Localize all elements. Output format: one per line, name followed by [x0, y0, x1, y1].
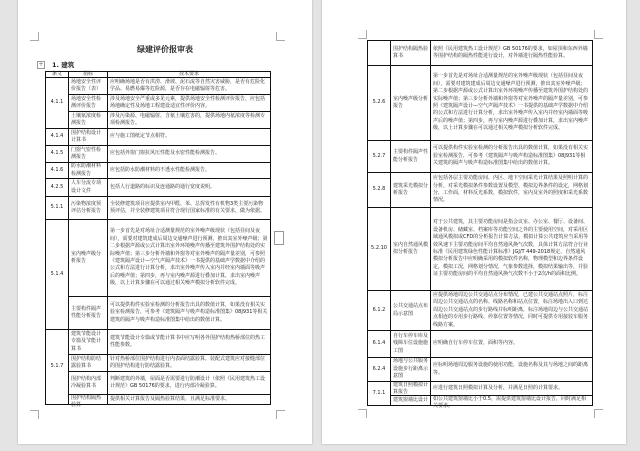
indicator-name: 围护结构隔热验算书	[393, 45, 429, 59]
clause-number: 5.2.7	[368, 141, 391, 173]
table-row	[368, 208, 593, 291]
table-row	[46, 129, 271, 146]
header-indicator: 指标	[69, 72, 108, 78]
indicator-name: 公共交通站点布局示意图	[393, 303, 429, 317]
corner-mark	[30, 410, 39, 419]
technical-requirement-cell	[108, 112, 271, 129]
corner-mark	[594, 30, 603, 39]
indicator-name-cell	[391, 331, 431, 358]
indicator-name-cell	[391, 141, 431, 173]
document-title: 绿建评价报审表	[137, 45, 193, 54]
indicator-name-cell	[69, 395, 108, 409]
indicator-name: 场地与公共服务设施步行距离示意图	[393, 358, 429, 380]
clause-number: 5.1.1	[46, 197, 69, 220]
requirements-table-right	[367, 40, 593, 410]
technical-requirement: 可以提供构件实验室检测的分析报告出具的数值计算，如果没有相关实验室检测报告，可参考《建筑隔声与吸声构造标准图集》08J931等相关建筑的隔声与吸声构造标准图集中给出的数值计算。	[433, 145, 589, 167]
clause-number: 6.1.2	[368, 291, 391, 331]
technical-requirement-cell	[108, 179, 271, 197]
technical-requirement-cell	[108, 129, 271, 146]
indicator-name-cell	[391, 208, 431, 291]
clause-number: 4.1.5	[46, 146, 69, 163]
indicator-name: 建筑窗墙比设计	[393, 396, 429, 403]
technical-requirement-cell	[431, 331, 593, 358]
indicator-name: 围护结构隔热验算	[71, 395, 102, 409]
technical-requirement: 第一步首先是对场址合适测量规范的室外噪声级现状（包括昼间及夜间），需要对建筑建成后周边交通噪声进行预测，推出其室外噪声级；第二步根据声源或公式计算出室外环境噪声传播至建筑外围护结构处的实际噪声值；第三步分析外墙和外窗等对室外噪声的隔声量差别，可参照《建筑隔声设计—空气声隔声技术》一书提供的基础声学数据中介绍的公式和方法进行计算分析，求出室外噪声传入室内并经室内墙面等吸声后的噪声值；第四步，再与室内噪声源进行叠加计算，求出室内噪声级，以上计算步骤在可以通过相关噪声模拟分析软件完成。	[433, 73, 589, 132]
technical-requirement-cell	[431, 358, 593, 382]
indicator-name-cell	[69, 179, 108, 197]
clause-number: 4.2.5	[46, 179, 69, 197]
technical-requirement-cell	[108, 330, 271, 355]
indicator-name: 场地安全性检测评价报告	[71, 95, 102, 109]
technical-requirement: 建筑节能设计专篇或节能计算书中应写明各外围护结构热桥部位的热工性能参数。	[110, 334, 266, 348]
indicator-name-cell	[69, 355, 108, 372]
table-row	[46, 163, 271, 179]
technical-requirement: 全装修建筑项目应提供室内甲醛、苯、总挥发性有机物3类主要污染物预评估，并全装修建筑项目符合现行国家标准的有关要求，做为依据。	[110, 200, 266, 214]
technical-requirement-cell	[431, 41, 593, 66]
table-row	[368, 358, 593, 382]
technical-requirement: 涉及污染源、电磁辐射、含氡土壤危害的，提供场地内氡浓度等检测专项检测报告。	[110, 112, 266, 126]
indicator-name: 建筑采光模拟分析报告	[393, 182, 429, 196]
indicator-name: 围护结构内部冷凝验算书	[71, 375, 102, 389]
corner-mark	[358, 30, 367, 39]
indicator-name-cell	[69, 297, 108, 330]
corner-mark	[594, 409, 603, 418]
indicator-name-cell	[391, 66, 431, 141]
table-row	[368, 66, 593, 141]
indicator-name-cell	[391, 358, 431, 382]
header-requirement: 技术要求	[108, 72, 271, 78]
table-row	[46, 78, 271, 95]
indicator-name: 主要构件隔声性能分析报告	[71, 305, 102, 319]
indicator-name-cell	[391, 173, 431, 208]
indicator-name-cell	[69, 129, 108, 146]
table-row	[46, 220, 271, 297]
indicator-name: 围护结构设计计算书	[71, 129, 102, 143]
table-move-handle-icon[interactable]: +	[38, 61, 44, 68]
clause-number: 5.1.4	[46, 220, 69, 330]
technical-requirement-cell	[108, 297, 271, 330]
clause-number: 5.2.8	[368, 173, 391, 208]
technical-requirement-cell	[431, 396, 593, 410]
technical-requirement: 针对热桥部位围护结构进行内表面结露验算，装配式建筑应对接缝部位的围护结构进行防结露验算。	[110, 355, 266, 369]
table-row	[46, 146, 271, 163]
indicator-name-cell	[391, 396, 431, 406]
table-row	[368, 396, 593, 406]
document-page-right	[322, 0, 626, 444]
indicator-name: 建筑日照模拟计算报告	[393, 382, 429, 396]
technical-requirement-cell	[108, 372, 271, 395]
technical-requirement-cell	[431, 66, 593, 141]
indicator-name: 场地安全性评价报告（表）	[71, 78, 102, 92]
indicator-name: 室内噪声级分析报告	[393, 95, 429, 109]
technical-requirement-cell	[108, 146, 271, 163]
technical-requirement-cell	[108, 163, 271, 179]
indicator-name: 室内自然通风模拟分析报告	[393, 241, 429, 255]
indicator-name: 自行车停车库及残障车位设施施工图	[393, 332, 429, 354]
technical-requirement-cell	[108, 95, 271, 112]
technical-requirement-cell	[108, 197, 271, 220]
requirements-table-left	[45, 71, 271, 409]
technical-requirement: 应包括防水防潮材料的不透水性能检测报告。	[110, 166, 211, 173]
indicator-name-cell	[69, 197, 108, 220]
indicator-name: 建筑节能设计专篇及节能计算书	[71, 330, 102, 352]
clause-number: 6.2.4	[368, 358, 391, 382]
indicator-name-cell	[69, 220, 108, 297]
table-row	[368, 41, 593, 66]
indicator-name: 土壤氡浓度检测报告	[71, 112, 102, 126]
technical-requirement: 第一步首先是对场址合适测量规范的室外噪声级现状（包括昼间及夜间），需要对建筑建成后周边交通噪声进行预测，推出其室外噪声级；第二步根据声源或公式计算出室外环境噪声传播至建筑外围护结构处的实际噪声值；第三步分析外墙和外窗等对室外噪声的隔声量差别，可参照《建筑隔声设计—空气声隔声技术》一书提供的基础声学数据中介绍的公式和方法进行计算分析，求出室外噪声传入室内并经室内墙面等吸声后的噪声值；第四步，再与室内噪声源进行叠加计算，求出室内噪声级，以上计算步骤在可以通过相关噪声模拟分析软件完成。	[110, 228, 268, 287]
table-row	[46, 95, 271, 112]
clause-number: 4.1.6	[46, 163, 69, 179]
technical-requirement: 应包括外窗门窗抗风压性能及水密性能检测报告。	[110, 150, 221, 157]
technical-requirement: 涉及场地安全严重或多见元素，提供场地安全性检测评价报告，应包括场地确定性及场地工程建设适宜性评价内容。	[110, 95, 266, 109]
comment-marker-icon[interactable]	[274, 231, 284, 245]
technical-requirement: 提供相关计算报告及隔热验算结果，且满足标准要求。	[110, 395, 231, 402]
clause-number	[368, 41, 391, 66]
table-row	[368, 141, 593, 173]
indicator-name: 门窗气密性检测报告	[71, 146, 102, 160]
indicator-name: 室内噪声级分析报告	[71, 250, 102, 264]
technical-requirement: 应明确场地是否有洪涝、滑坡、泥石流等自然灾害威胁，是否有危险化学品、易燃易爆等危险源，是否存在电磁辐射等危害。	[110, 78, 266, 92]
technical-requirement: 应标明场地周边服务设施的使用功能，设施名称及其与场地之间的距离等。	[433, 362, 589, 376]
technical-requirement-cell	[431, 208, 593, 291]
table-row	[368, 382, 593, 396]
table-row	[46, 297, 271, 330]
technical-requirement: 判断建筑的外墙，屋面是否需要进行防潮设计（依照《民用建筑热工设计规范》GB 50176的要求，进行内部冷凝验算。	[110, 375, 266, 389]
indicator-name: 人车分流专项设计文件	[71, 180, 102, 194]
table-row	[368, 331, 593, 358]
header-clause: 条文	[46, 72, 69, 78]
indicator-name: 污染物浓度预评估分析报告	[71, 200, 102, 214]
technical-requirement: 应与施工图纸定节点相符。	[110, 133, 171, 140]
clause-number: 6.1.4	[368, 331, 391, 358]
indicator-name-cell	[69, 163, 108, 179]
indicator-name-cell	[69, 146, 108, 163]
table-row	[46, 112, 271, 129]
clause-number: 4.1.4	[46, 129, 69, 146]
technical-requirement: 包括人行道路的标识及连通路的通行宽度说明。	[110, 183, 216, 190]
indicator-name-cell	[391, 41, 431, 66]
table-row	[46, 179, 271, 197]
corner-mark	[358, 409, 367, 418]
technical-requirement: 应提供场地周边公共交通站点分布情况，已建公共交通站点照片，标注周边公共交通站点的名称、线路名称和站点位置，标注场地出入口到达周边公共交通站点的步行路线并标明距离，标注场地周边与公共交通站点相连的专用步行路线、停靠位置等情况，同时可提供专用接驳车服务线路方案。	[433, 291, 589, 328]
indicator-name-cell	[69, 78, 108, 95]
clause-number: 5.2.6	[368, 66, 391, 141]
technical-requirement-cell	[108, 355, 271, 372]
clause-number: 5.2.10	[368, 208, 391, 291]
indicator-name-cell	[391, 382, 431, 396]
indicator-name: 围护结构防结露验算书	[71, 355, 102, 369]
corner-mark	[276, 32, 285, 41]
indicator-name-cell	[69, 372, 108, 395]
table-row	[46, 372, 271, 395]
technical-requirement: 对于公共建筑，其主要功能房间是指会议室、办公室、餐厅、设备间、设备机房、储藏室、档案库等功能空间之外的主要使用空间，对采用区域通风模拟或CFD的分析报告计算方法，模拟计算公共建筑应当采用等效风速下主要功能房间平均自然通风换气次数，具体计算方法符合行业标准《民用建筑绿色性能计算标准》JGJ/T 449-2018规定，自然通风模拟分析报告中应明确采用的模拟软件名称，物理模型和边界条件设定，模拟工况，网格划分情况，气象参数选择，模拟结果输出等，并验证主要功能房间的平均自然通风换气次数不小于2次/h的面积比例。	[433, 219, 589, 278]
indicator-name: 防水防潮材料检测报告	[71, 163, 102, 177]
table-row	[46, 330, 271, 355]
technical-requirement: 依照《民用建筑热工设计规范》GB 50176的要求，如屋顶和东西外墙等围护结构的隔热性能进行设计，对外墙进行隔热性能验算。	[433, 45, 588, 59]
technical-requirement-cell	[108, 220, 271, 297]
technical-requirement-cell	[431, 382, 593, 396]
technical-requirement: 应包括各层主要功能房间、内区、地下空间采光计算结果及照明计算的分析，对采光模拟条件参数设置及模型、模拟边界条件的设定，网格划分，工作面，材料反光系数，模拟软件，室内及室外的照度和采光系数情况。	[433, 175, 589, 204]
section-heading: 1. 建筑	[52, 61, 75, 69]
indicator-name-cell	[69, 330, 108, 355]
indicator-name: 主要构件隔声性能分析报告	[393, 149, 429, 163]
table-row	[46, 197, 271, 220]
table-row	[46, 355, 271, 372]
table-row	[368, 173, 593, 208]
corner-mark	[276, 410, 285, 419]
technical-requirement-cell	[431, 173, 593, 208]
technical-requirement: 应进行建筑日照模拟计算及分析，并满足日照的计算要求。	[433, 384, 564, 391]
indicator-name-cell	[69, 112, 108, 129]
table-row	[368, 291, 593, 331]
technical-requirement: 可以提供构件实验室检测的分析报告出具的数值计算，如果没有相关实验室检测报告，可参考《建筑隔声与吸声构造标准图集》08J931等相关建筑的隔声与吸声构造标准图集中给出的数值计算。	[110, 301, 268, 323]
corner-mark	[30, 32, 39, 41]
technical-requirement-cell	[431, 141, 593, 173]
technical-requirement: 如公共建筑窗墙比小于0.5，需提供建筑窗墙比设计报告，同时满足相关要求。	[433, 396, 586, 410]
table-row	[46, 395, 271, 405]
technical-requirement-cell	[108, 395, 271, 405]
technical-requirement: 应明确自行车停车位置，面积等内容。	[433, 340, 519, 347]
technical-requirement-cell	[108, 78, 271, 95]
indicator-name-cell	[391, 291, 431, 331]
indicator-name-cell	[69, 95, 108, 112]
document-page-left	[18, 0, 312, 444]
technical-requirement-cell	[431, 291, 593, 331]
clause-number: 4.1.1	[46, 78, 69, 129]
clause-number: 5.1.7	[46, 330, 69, 405]
clause-number: 7.1.1	[368, 382, 391, 406]
